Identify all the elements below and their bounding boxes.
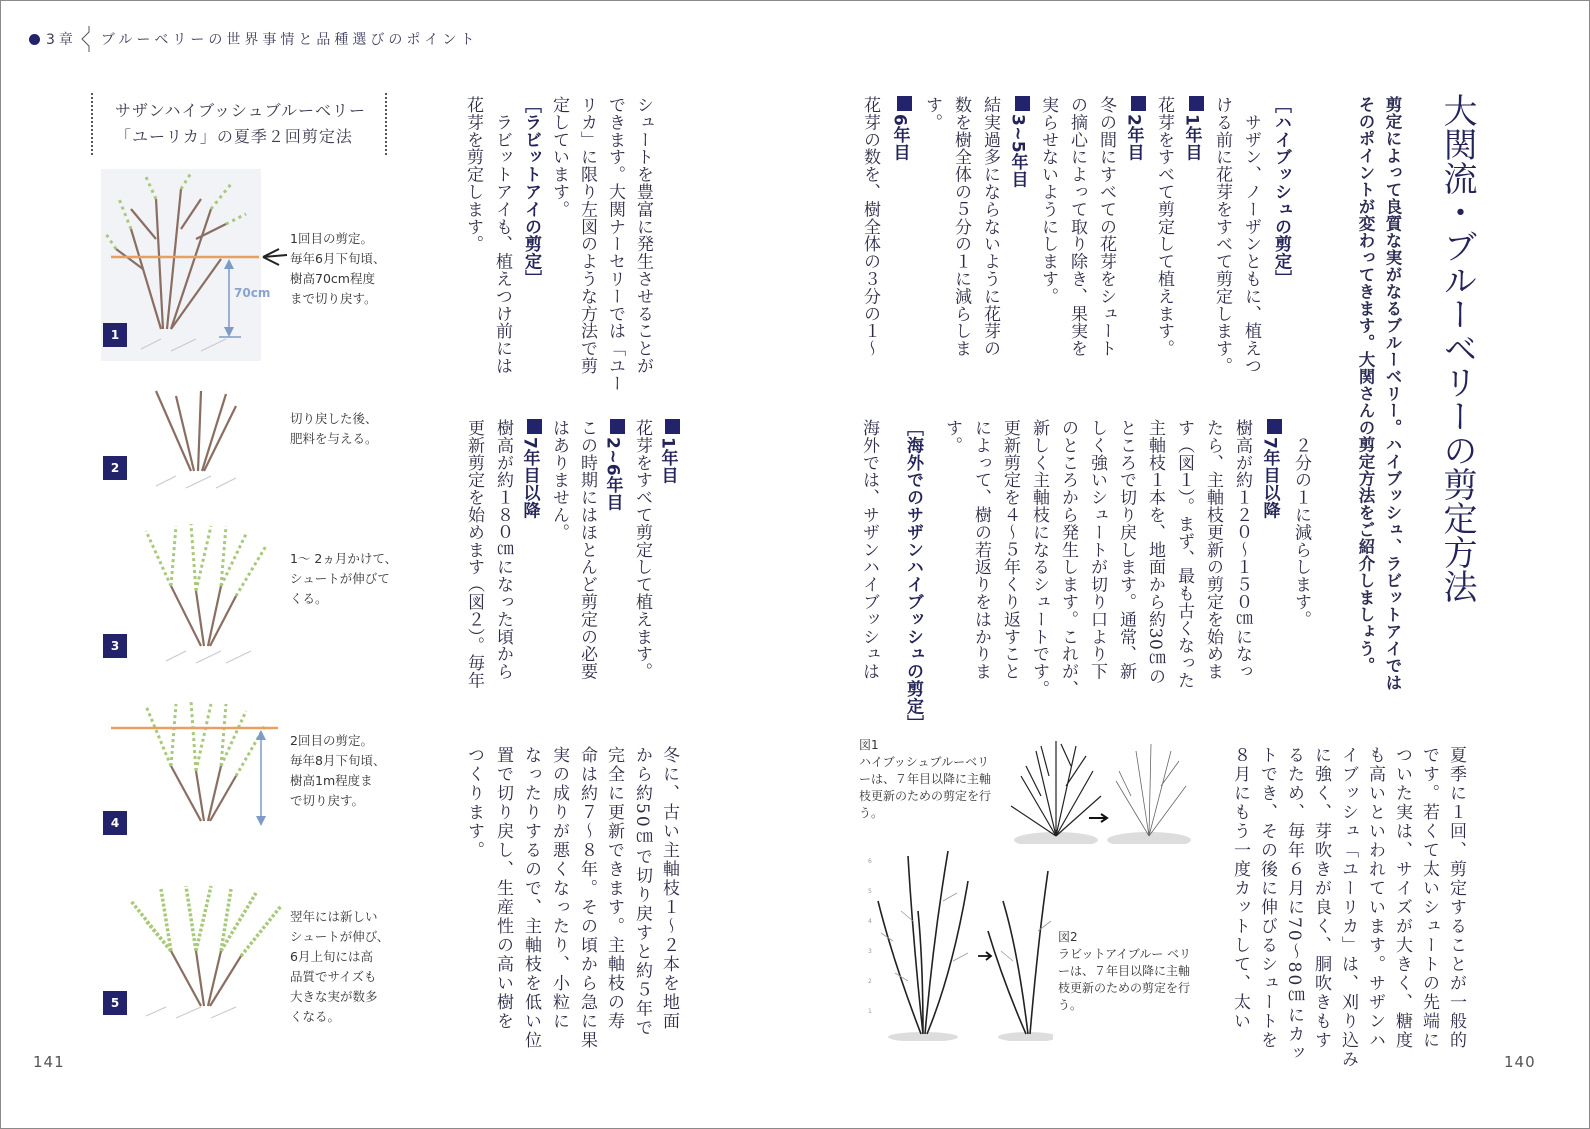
text-column: 定しています。 [549, 96, 569, 218]
text-column: 結実過多にならないように花芽の [980, 96, 1000, 357]
text-column: 冬の間にすべての花芽をシュート [1096, 96, 1116, 357]
text-column: この時期にはほとんど剪定の必要 [577, 419, 597, 680]
step1-shrub-illustration [101, 169, 291, 361]
height-measure-label: 70cm [234, 286, 271, 300]
text-column: できます。大関ナーセリーでは「ユー [605, 96, 625, 392]
text-column: から約50㎝で切り戻すと約５年で [632, 746, 652, 1038]
scale-tick: 6 [868, 858, 872, 865]
text-column: 海外では、サザンハイブッシュは [859, 419, 879, 680]
year-subheading: 6年目 [890, 96, 912, 161]
scale-tick: 5 [868, 888, 872, 895]
text-column: リカ」に限り左図のような方法で剪 [577, 96, 597, 375]
text-column: 完全に更新できます。主軸枝の寿 [604, 746, 624, 1031]
sidebar-title [91, 93, 387, 155]
figure2-illustration [853, 841, 1053, 1041]
text-column: 花芽の数を、樹全体の３分の１〜 [860, 96, 880, 357]
text-column: ける前に花芽をすべて剪定します。 [1212, 96, 1232, 375]
step-caption-1: 1回目の剪定。 毎年6月下旬頃、 樹高70cm程度 まで切り戻す。 [290, 231, 386, 306]
year-subheading: 1年目 [658, 419, 680, 484]
step-badge-5: 5 [103, 991, 127, 1015]
text-column: シュートを豊富に発生させることが [633, 96, 653, 375]
text-column: 花芽を剪定します。 [463, 96, 483, 253]
figure1-label: 図1 [859, 738, 879, 752]
step-caption-3: 1〜 2ヵ月かけて、 シュートが伸びて くる。 [290, 551, 398, 606]
step3-shrub-illustration [126, 516, 286, 666]
step-caption-2: 切り戻した後、 肥料を与える。 [290, 411, 378, 446]
text-column: 数を樹全体の５分の１に減らしま [951, 96, 971, 357]
year-subheading: 1年目 [1182, 96, 1204, 161]
section-heading: ［海外でのサザンハイブッシュの剪定］ [903, 419, 923, 733]
sidebar-title-line1: サザンハイブッシュブルーベリー [115, 101, 367, 120]
text-column: ２分の１に減らします。 [1291, 419, 1311, 628]
text-column: 新しく主軸枝になるシュートです。 [1029, 419, 1049, 698]
text-column: つくります。 [464, 746, 484, 860]
text-column: す（図１）。まず、最も古くなった [1174, 419, 1194, 689]
step-badge-1: 1 [103, 323, 127, 347]
text-column: す。 [942, 419, 962, 454]
year-subheading: 7年目以降 [1260, 419, 1282, 519]
year-subheading: 3~5年目 [1008, 96, 1030, 188]
pruning-shears-icon [263, 249, 287, 265]
text-column: のところから発生します。これが、 [1058, 419, 1078, 698]
text-column: 樹高が約１２０〜１５０㎝になっ [1232, 419, 1252, 680]
arrow-right-icon [1089, 814, 1107, 822]
year-subheading: 7年目以降 [520, 419, 542, 519]
text-column: しく強いシュートが切り口より下 [1087, 419, 1107, 680]
text-column: の摘心によって取り除き、果実を [1067, 96, 1087, 357]
figure1-text: ハイブッシュブルーベリーは、７年目以降に主軸枝更新のための剪定を行う。 [859, 755, 992, 820]
text-column: 冬に、古い主軸枝１〜２本を地面 [659, 746, 679, 1031]
text-column: です。若くて太いシュートの先端に [1419, 746, 1439, 1050]
text-column: トでき、その後に伸びるシュートを [1257, 746, 1277, 1050]
text-column: イブッシュ「ユーリカ」は、刈り込み [1338, 746, 1358, 1069]
scale-tick: 4 [868, 918, 872, 925]
text-column: 夏季に１回、剪定することが一般的 [1446, 746, 1466, 1050]
text-column: 更新剪定を始めます（図２）。毎年 [464, 419, 484, 689]
step-caption-5: 翌年には新しい シュートが伸び、 6月上旬には高 品質でサイズも 大きな実が数多 くなる。 [290, 909, 390, 1024]
text-column: なったりするので、主軸枝を低い位 [521, 746, 541, 1050]
figure2-text: ラビットアイブルー ベリーは、７年目以降に主軸枝更新のための剪定を行う。 [1058, 947, 1192, 1012]
year-subheading: 2年目 [1124, 96, 1146, 161]
figure2-label: 図2 [1058, 930, 1078, 944]
text-column: ところで切り戻します。通常、新 [1116, 419, 1136, 680]
step2-shrub-illustration [136, 386, 256, 491]
text-column: 命は約７〜８年。その頃から急に果 [577, 746, 597, 1050]
section-heading: ［ラビットアイの剪定］ [521, 96, 541, 288]
section-title: ブルーベリーの世界事情と品種選びのポイント [100, 32, 479, 48]
step5-shrub-illustration [116, 881, 296, 1021]
text-column: す。 [922, 96, 942, 131]
text-column: ラビットアイも、植えつけ前には [492, 96, 512, 375]
text-column: 花芽をすべて剪定して植えます。 [632, 419, 652, 680]
step-badge-2: 2 [103, 456, 127, 480]
chapter-label: 3章 [46, 32, 77, 48]
text-column: 実の成りが悪くなったり、小粒に [549, 746, 569, 1031]
figure1-caption [859, 737, 999, 822]
figure1-illustration [1001, 736, 1201, 844]
text-column: 樹高が約１８０㎝になった頃から [493, 419, 513, 680]
step-caption-4: 2回目の剪定。 毎年8月下旬頃、 樹高1m程度ま で切り戻す。 [290, 733, 386, 808]
bullet-icon [29, 34, 40, 45]
text-column: はありません。 [549, 419, 569, 541]
step-badge-4: 4 [103, 811, 127, 835]
sidebar-title-line2: 「ユーリカ」の夏季２回剪定法 [115, 127, 353, 146]
text-column: によって、樹の若返りをはかりま [971, 419, 991, 680]
running-header [29, 28, 478, 50]
text-column: も高いといわれています。サザンハ [1365, 746, 1385, 1050]
scale-tick: 3 [868, 948, 872, 955]
arrow-right-icon [978, 952, 991, 960]
text-column: 実らせないようにします。 [1038, 96, 1058, 305]
lead-line-2: そのポイントが変わってきます。大関さんの剪定方法をご紹介しましょう。 [1356, 96, 1375, 674]
page-number-right: 140 [1504, 1053, 1536, 1071]
text-column: 花芽をすべて剪定して植えます。 [1154, 96, 1174, 357]
text-column: 主軸枝１本を、地面から約30㎝の [1145, 419, 1165, 686]
text-column: ついた実は、サイズが大きく、糖度 [1392, 746, 1412, 1050]
scale-tick: 1 [868, 1008, 872, 1015]
text-column: に強く、芽吹きが良く、胴吹きもす [1311, 746, 1331, 1050]
text-column: サザン、ノーザンともに、植えつ [1241, 96, 1261, 375]
year-subheading: 2~6年目 [603, 419, 625, 511]
figure2-caption [1058, 929, 1198, 1014]
text-column: たら、主軸枝更新の剪定を始めま [1203, 419, 1223, 680]
text-column: 更新剪定を４〜５年くり返すこと [1000, 419, 1020, 680]
text-column: ８月にもう一度カットして、太い [1230, 746, 1250, 1031]
scale-tick: 2 [868, 978, 872, 985]
text-column: るため、毎年６月に70〜80㎝にカッ [1284, 746, 1304, 1064]
step-badge-3: 3 [103, 634, 127, 658]
chevron-left-icon [81, 26, 95, 52]
lead-line-1: 剪定によって良質な実がなるブルーベリー。ハイブッシュ、ラビットアイでは [1383, 96, 1402, 691]
page-number-left: 141 [33, 1053, 65, 1071]
text-column: 置で切り戻し、生産性の高い樹を [493, 746, 513, 1031]
step4-shrub-illustration [106, 696, 286, 836]
article-title: 大関流・ブルーベリーの剪定方法 [1437, 93, 1477, 603]
section-heading: ［ハイブッシュの剪定］ [1271, 96, 1291, 288]
